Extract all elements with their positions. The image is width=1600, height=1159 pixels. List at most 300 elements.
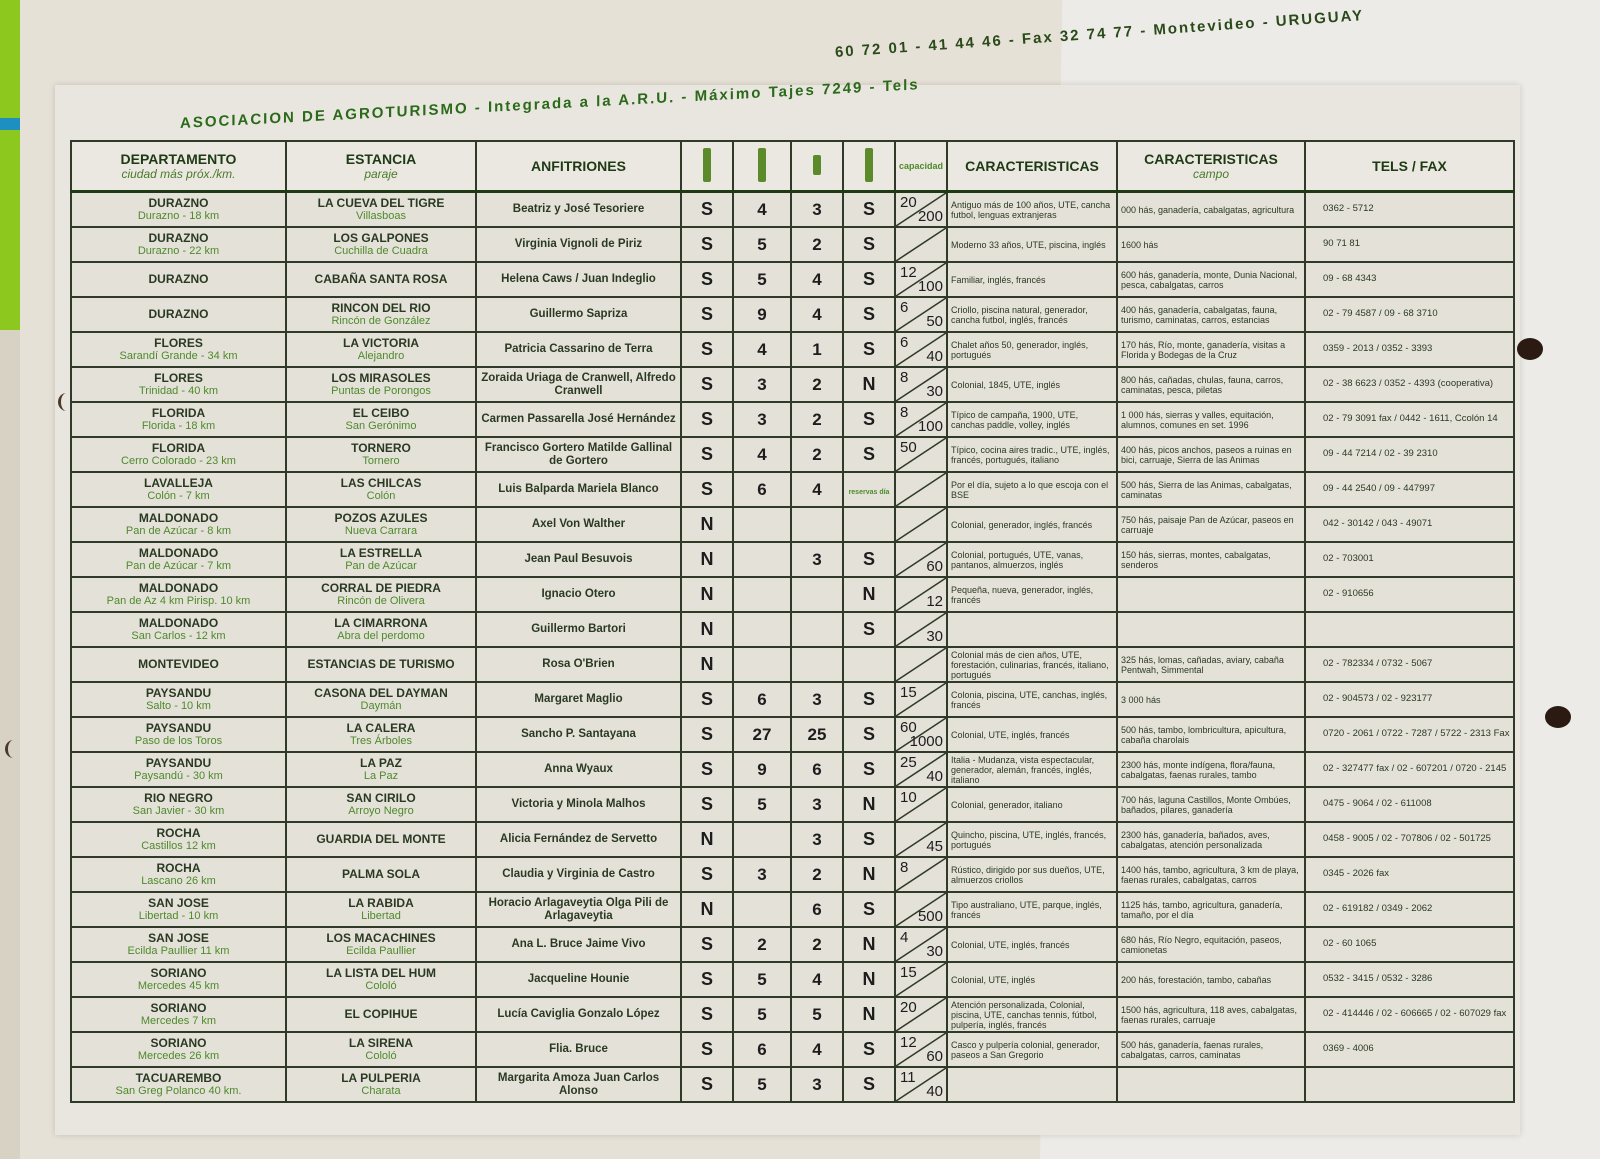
- table-row: [71, 752, 1514, 787]
- cell-icon-2: [733, 507, 791, 542]
- cell-icon-3: 3: [791, 682, 843, 717]
- cell-icon-4: N: [843, 857, 895, 892]
- cell-departamento: MALDONADO Pan de Azúcar - 7 km: [71, 542, 286, 577]
- cell-icon-3: 2: [791, 437, 843, 472]
- cell-caracteristicas: Típico, cocina aires tradic., UTE, inglés, francés, portugués, italiano: [947, 437, 1117, 472]
- table-header-row: [71, 141, 1514, 192]
- cell-capacidad: 8: [895, 857, 947, 892]
- cell-estancia: POZOS AZULES Nueva Carrara: [286, 507, 476, 542]
- cell-tels-fax: 09 - 44 2540 / 09 - 447997: [1305, 472, 1514, 507]
- cell-caracteristicas-campo: 1500 hás, agricultura, 118 aves, cabalgatas, faenas rurales, carruaje: [1117, 997, 1305, 1032]
- cell-departamento: PAYSANDU Salto - 10 km: [71, 682, 286, 717]
- cell-icon-1: S: [681, 402, 733, 437]
- cell-caracteristicas-campo: [1117, 577, 1305, 612]
- cell-caracteristicas: Colonial más de cien años, UTE, forestación, culinarias, francés, italiano, portugués: [947, 647, 1117, 682]
- cell-anfitriones: Horacio Arlagaveytia Olga Pili de Arlagaveytia: [476, 892, 681, 927]
- cell-caracteristicas: Rústico, dirigido por sus dueños, UTE, almuerzos criollos: [947, 857, 1117, 892]
- cell-departamento: TACUAREMBO San Greg Polanco 40 km.: [71, 1067, 286, 1102]
- cell-icon-3: 3: [791, 542, 843, 577]
- cell-icon-3: 2: [791, 227, 843, 262]
- cell-tels-fax: 02 - 60 1065: [1305, 927, 1514, 962]
- col-header-icon-4: [843, 141, 895, 192]
- cell-icon-1: N: [681, 507, 733, 542]
- cell-departamento: FLORES Trinidad - 40 km: [71, 367, 286, 402]
- cell-anfitriones: Claudia y Virginia de Castro: [476, 857, 681, 892]
- cell-icon-4: N: [843, 962, 895, 997]
- cell-caracteristicas: Atención personalizada, Colonial, piscina, UTE, canchas tennis, fútbol, pulpería, inglés, francés: [947, 997, 1117, 1032]
- punch-hole-left-bottom: [5, 740, 22, 758]
- cell-caracteristicas: Pequeña, nueva, generador, inglés, francés: [947, 577, 1117, 612]
- cell-icon-1: S: [681, 752, 733, 787]
- cell-icon-3: 4: [791, 1032, 843, 1067]
- cell-departamento: SAN JOSE Ecilda Paullier 11 km: [71, 927, 286, 962]
- cell-tels-fax: [1305, 612, 1514, 647]
- cell-caracteristicas: Chalet años 50, generador, inglés, portugués: [947, 332, 1117, 367]
- cell-estancia: LA CALERA Tres Árboles: [286, 717, 476, 752]
- cell-anfitriones: Beatriz y José Tesoriere: [476, 192, 681, 228]
- cell-caracteristicas-campo: 2300 hás, ganadería, bañados, aves, cabalgatas, atención personalizada: [1117, 822, 1305, 857]
- document-title: ASOCIACION DE AGROTURISMO - Integrada a la A.R.U. - Máximo Tajes 7249 - Tels: [180, 76, 920, 132]
- cell-icon-2: 3: [733, 857, 791, 892]
- cell-icon-1: S: [681, 437, 733, 472]
- cell-tels-fax: 02 - 703001: [1305, 542, 1514, 577]
- cell-caracteristicas: Colonial, UTE, inglés, francés: [947, 927, 1117, 962]
- cell-caracteristicas: Criollo, piscina natural, generador, cancha futbol, inglés, francés: [947, 297, 1117, 332]
- table-row: [71, 227, 1514, 262]
- cell-anfitriones: Lucía Caviglia Gonzalo López: [476, 997, 681, 1032]
- cell-estancia: LA SIRENA Cololó: [286, 1032, 476, 1067]
- cell-icon-4: S: [843, 1032, 895, 1067]
- cell-icon-3: [791, 507, 843, 542]
- cell-tels-fax: 0362 - 5712: [1305, 192, 1514, 228]
- table-row: [71, 647, 1514, 682]
- cell-estancia: EL COPIHUE: [286, 997, 476, 1032]
- table-row: [71, 717, 1514, 752]
- cell-capacidad: 20 200: [895, 192, 947, 228]
- cell-departamento: MALDONADO San Carlos - 12 km: [71, 612, 286, 647]
- document-contact: 60 72 01 - 41 44 46 - Fax 32 74 77 - Montevideo - URUGUAY: [834, 7, 1365, 61]
- diagonal-divider-icon: [896, 508, 946, 541]
- cell-caracteristicas: [947, 612, 1117, 647]
- cell-caracteristicas-campo: 750 hás, paisaje Pan de Azúcar, paseos en carruaje: [1117, 507, 1305, 542]
- cell-caracteristicas: Familiar, inglés, francés: [947, 262, 1117, 297]
- cell-caracteristicas: Colonial, UTE, inglés: [947, 962, 1117, 997]
- cell-icon-1: S: [681, 962, 733, 997]
- diagonal-divider-icon: [896, 228, 946, 261]
- cell-icon-1: S: [681, 857, 733, 892]
- cell-tels-fax: 0532 - 3415 / 0532 - 3286: [1305, 962, 1514, 997]
- cell-capacidad: [895, 472, 947, 507]
- cell-anfitriones: Guillermo Sapriza: [476, 297, 681, 332]
- col-header-icon-1: [681, 141, 733, 192]
- col-header-tels-fax: TELS / FAX: [1305, 141, 1514, 192]
- cell-icon-4: [843, 647, 895, 682]
- cell-icon-3: 4: [791, 472, 843, 507]
- cell-icon-2: 2: [733, 927, 791, 962]
- table-row: [71, 577, 1514, 612]
- cell-icon-3: 6: [791, 752, 843, 787]
- col-header-icon-2: [733, 141, 791, 192]
- cell-departamento: SORIANO Mercedes 26 km: [71, 1032, 286, 1067]
- cell-caracteristicas: Quincho, piscina, UTE, inglés, francés, portugués: [947, 822, 1117, 857]
- cell-caracteristicas: Por el día, sujeto a lo que escoja con el BSE: [947, 472, 1117, 507]
- cell-caracteristicas-campo: 150 hás, sierras, montes, cabalgatas, senderos: [1117, 542, 1305, 577]
- cell-icon-1: N: [681, 542, 733, 577]
- cell-estancia: TORNERO Tornero: [286, 437, 476, 472]
- table-row: [71, 367, 1514, 402]
- cell-departamento: DURAZNO Durazno - 22 km: [71, 227, 286, 262]
- cell-icon-1: S: [681, 927, 733, 962]
- cell-caracteristicas-campo: 500 hás, ganadería, faenas rurales, cabalgatas, carros, caminatas: [1117, 1032, 1305, 1067]
- cell-caracteristicas-campo: 1125 hás, tambo, agricultura, ganadería, tamaño, por el día: [1117, 892, 1305, 927]
- cell-capacidad: 30: [895, 612, 947, 647]
- cell-caracteristicas: Colonial, 1845, UTE, inglés: [947, 367, 1117, 402]
- cell-departamento: DURAZNO: [71, 297, 286, 332]
- cell-tels-fax: 02 - 327477 fax / 02 - 607201 / 0720 - 2145: [1305, 752, 1514, 787]
- cell-icon-2: 6: [733, 1032, 791, 1067]
- cell-tels-fax: 0475 - 9064 / 02 - 611008: [1305, 787, 1514, 822]
- cell-estancia: LA CUEVA DEL TIGRE Villasboas: [286, 192, 476, 228]
- cell-icon-3: [791, 577, 843, 612]
- cell-caracteristicas-campo: [1117, 612, 1305, 647]
- cell-icon-3: [791, 647, 843, 682]
- cell-capacidad: 12 100: [895, 262, 947, 297]
- cell-departamento: SORIANO Mercedes 7 km: [71, 997, 286, 1032]
- table-row: [71, 927, 1514, 962]
- cell-capacidad: 50: [895, 437, 947, 472]
- cell-tels-fax: 0359 - 2013 / 0352 - 3393: [1305, 332, 1514, 367]
- table-row: [71, 892, 1514, 927]
- table-row: [71, 822, 1514, 857]
- diagonal-divider-icon: [896, 648, 946, 681]
- cell-icon-4: S: [843, 192, 895, 228]
- cell-icon-2: 5: [733, 227, 791, 262]
- cell-estancia: RINCON DEL RIO Rincón de González: [286, 297, 476, 332]
- cell-icon-2: 27: [733, 717, 791, 752]
- cell-caracteristicas: Moderno 33 años, UTE, piscina, inglés: [947, 227, 1117, 262]
- cell-departamento: LAVALLEJA Colón - 7 km: [71, 472, 286, 507]
- cell-caracteristicas-campo: 1600 hás: [1117, 227, 1305, 262]
- cell-icon-4: S: [843, 542, 895, 577]
- punch-hole-right-top: [1517, 338, 1543, 360]
- cell-estancia: LA VICTORIA Alejandro: [286, 332, 476, 367]
- cell-caracteristicas: Colonial, generador, inglés, francés: [947, 507, 1117, 542]
- cell-icon-4: S: [843, 227, 895, 262]
- table-row: [71, 1067, 1514, 1102]
- cell-tels-fax: 02 - 38 6623 / 0352 - 4393 (cooperativa): [1305, 367, 1514, 402]
- cell-icon-4: reservas día: [843, 472, 895, 507]
- cell-anfitriones: Patricia Cassarino de Terra: [476, 332, 681, 367]
- cell-icon-2: 6: [733, 682, 791, 717]
- cell-tels-fax: 02 - 414446 / 02 - 606665 / 02 - 607029 fax: [1305, 997, 1514, 1032]
- cell-departamento: DURAZNO: [71, 262, 286, 297]
- cell-icon-4: S: [843, 437, 895, 472]
- cell-caracteristicas: Colonial, UTE, inglés, francés: [947, 717, 1117, 752]
- cell-anfitriones: Jean Paul Besuvois: [476, 542, 681, 577]
- estancias-table: [70, 140, 1515, 1103]
- cell-icon-2: 6: [733, 472, 791, 507]
- cell-estancia: LA ESTRELLA Pan de Azúcar: [286, 542, 476, 577]
- table-row: [71, 682, 1514, 717]
- cell-icon-4: S: [843, 402, 895, 437]
- col-header-icon-3: [791, 141, 843, 192]
- table-row: [71, 542, 1514, 577]
- cell-estancia: PALMA SOLA: [286, 857, 476, 892]
- cell-departamento: PAYSANDU Paso de los Toros: [71, 717, 286, 752]
- cell-estancia: LA PULPERIA Charata: [286, 1067, 476, 1102]
- cell-capacidad: 60: [895, 542, 947, 577]
- cell-caracteristicas-campo: 800 hás, cañadas, chulas, fauna, carros, caminatas, pesca, piletas: [1117, 367, 1305, 402]
- diagonal-divider-icon: [896, 473, 946, 506]
- cell-caracteristicas: Colonial, generador, italiano: [947, 787, 1117, 822]
- cell-capacidad: 8 100: [895, 402, 947, 437]
- cell-caracteristicas-campo: 700 hás, laguna Castillos, Monte Ombúes, bañados, pilares, ganadería: [1117, 787, 1305, 822]
- cell-icon-1: S: [681, 1032, 733, 1067]
- cell-capacidad: 45: [895, 822, 947, 857]
- cell-tels-fax: 02 - 910656: [1305, 577, 1514, 612]
- cell-caracteristicas-campo: [1117, 1067, 1305, 1102]
- table-row: [71, 437, 1514, 472]
- cell-icon-2: 3: [733, 402, 791, 437]
- cell-tels-fax: 90 71 81: [1305, 227, 1514, 262]
- cell-tels-fax: 0369 - 4006: [1305, 1032, 1514, 1067]
- cell-caracteristicas-campo: 400 hás, ganadería, cabalgatas, fauna, turismo, caminatas, carros, estancias: [1117, 297, 1305, 332]
- cell-icon-2: [733, 542, 791, 577]
- cell-icon-3: 4: [791, 297, 843, 332]
- cell-anfitriones: Rosa O'Brien: [476, 647, 681, 682]
- col-header-departamento: DEPARTAMENTO ciudad más próx./km.: [71, 141, 286, 192]
- cell-icon-2: 9: [733, 752, 791, 787]
- cell-anfitriones: Zoraida Uriaga de Cranwell, Alfredo Cranwell: [476, 367, 681, 402]
- cell-estancia: LA CIMARRONA Abra del perdomo: [286, 612, 476, 647]
- cell-estancia: EL CEIBO San Gerónimo: [286, 402, 476, 437]
- cell-tels-fax: 0345 - 2026 fax: [1305, 857, 1514, 892]
- cell-tels-fax: 0458 - 9005 / 02 - 707806 / 02 - 501725: [1305, 822, 1514, 857]
- cell-icon-2: 4: [733, 332, 791, 367]
- cell-caracteristicas-campo: 1 000 hás, sierras y valles, equitación, alumnos, comunes en set. 1996: [1117, 402, 1305, 437]
- cell-tels-fax: 042 - 30142 / 043 - 49071: [1305, 507, 1514, 542]
- cell-departamento: RIO NEGRO San Javier - 30 km: [71, 787, 286, 822]
- cell-anfitriones: Ignacio Otero: [476, 577, 681, 612]
- cell-icon-3: 3: [791, 822, 843, 857]
- cell-anfitriones: Victoria y Minola Malhos: [476, 787, 681, 822]
- table-row: [71, 997, 1514, 1032]
- cell-icon-4: [843, 507, 895, 542]
- cell-icon-2: 9: [733, 297, 791, 332]
- table-row: [71, 962, 1514, 997]
- cell-icon-1: N: [681, 822, 733, 857]
- cell-capacidad: 4 30: [895, 927, 947, 962]
- cell-icon-4: S: [843, 682, 895, 717]
- cell-departamento: ROCHA Lascano 26 km: [71, 857, 286, 892]
- cell-departamento: FLORIDA Florida - 18 km: [71, 402, 286, 437]
- cell-caracteristicas: Italia - Mudanza, vista espectacular, generador, alemán, francés, inglés, italiano: [947, 752, 1117, 787]
- cell-departamento: PAYSANDU Paysandú - 30 km: [71, 752, 286, 787]
- cell-icon-1: N: [681, 892, 733, 927]
- cell-caracteristicas-campo: 600 hás, ganadería, monte, Dunia Nacional, pesca, cabalgatas, carros: [1117, 262, 1305, 297]
- col-header-estancia: ESTANCIA paraje: [286, 141, 476, 192]
- table-row: [71, 402, 1514, 437]
- cell-tels-fax: 02 - 904573 / 02 - 923177: [1305, 682, 1514, 717]
- cell-icon-2: 4: [733, 437, 791, 472]
- cell-icon-4: S: [843, 332, 895, 367]
- cell-icon-3: 6: [791, 892, 843, 927]
- cell-icon-1: S: [681, 717, 733, 752]
- cell-departamento: ROCHA Castillos 12 km: [71, 822, 286, 857]
- cell-icon-1: N: [681, 612, 733, 647]
- cell-icon-4: S: [843, 297, 895, 332]
- cell-tels-fax: 02 - 782334 / 0732 - 5067: [1305, 647, 1514, 682]
- cell-caracteristicas-campo: 325 hás, lomas, cañadas, aviary, cabaña Pentwah, Simmental: [1117, 647, 1305, 682]
- cell-icon-1: S: [681, 367, 733, 402]
- cell-departamento: SAN JOSE Libertad - 10 km: [71, 892, 286, 927]
- cell-departamento: DURAZNO Durazno - 18 km: [71, 192, 286, 228]
- cell-icon-4: S: [843, 892, 895, 927]
- cell-anfitriones: Francisco Gortero Matilde Gallinal de Gortero: [476, 437, 681, 472]
- cell-icon-4: S: [843, 822, 895, 857]
- cell-icon-2: 5: [733, 997, 791, 1032]
- estancias-table-wrap: [70, 140, 1515, 1103]
- cell-estancia: LA PAZ La Paz: [286, 752, 476, 787]
- cell-icon-2: 5: [733, 262, 791, 297]
- cell-estancia: GUARDIA DEL MONTE: [286, 822, 476, 857]
- cell-capacidad: [895, 227, 947, 262]
- cell-icon-1: S: [681, 192, 733, 228]
- cell-icon-2: 4: [733, 192, 791, 228]
- cell-caracteristicas: Colonial, portugués, UTE, vanas, pantanos, almuerzos, inglés: [947, 542, 1117, 577]
- cell-icon-2: [733, 892, 791, 927]
- cell-tels-fax: 0720 - 2061 / 0722 - 7287 / 5722 - 2313 Fax: [1305, 717, 1514, 752]
- cell-icon-1: S: [681, 1067, 733, 1102]
- table-row: [71, 507, 1514, 542]
- cell-tels-fax: 09 - 44 7214 / 02 - 39 2310: [1305, 437, 1514, 472]
- cell-caracteristicas-campo: 3 000 hás: [1117, 682, 1305, 717]
- cell-icon-1: S: [681, 297, 733, 332]
- cell-icon-4: S: [843, 612, 895, 647]
- cell-capacidad: 12 60: [895, 1032, 947, 1067]
- cell-icon-1: S: [681, 682, 733, 717]
- cell-icon-4: N: [843, 997, 895, 1032]
- cell-icon-1: S: [681, 472, 733, 507]
- table-row: [71, 472, 1514, 507]
- cell-caracteristicas-campo: 500 hás, Sierra de las Animas, cabalgatas, caminatas: [1117, 472, 1305, 507]
- cell-estancia: CASONA DEL DAYMAN Daymán: [286, 682, 476, 717]
- cell-icon-4: N: [843, 787, 895, 822]
- col-header-caracteristicas-campo: CARACTERISTICAS campo: [1117, 141, 1305, 192]
- cell-estancia: LOS MACACHINES Ecilda Paullier: [286, 927, 476, 962]
- cell-anfitriones: Virginia Vignoli de Piriz: [476, 227, 681, 262]
- cell-icon-1: S: [681, 227, 733, 262]
- cell-icon-3: 2: [791, 402, 843, 437]
- cell-tels-fax: 02 - 79 4587 / 09 - 68 3710: [1305, 297, 1514, 332]
- cell-icon-3: 4: [791, 962, 843, 997]
- table-row: [71, 787, 1514, 822]
- cell-icon-3: 4: [791, 262, 843, 297]
- cell-icon-2: 3: [733, 367, 791, 402]
- cell-anfitriones: Ana L. Bruce Jaime Vivo: [476, 927, 681, 962]
- cell-icon-3: 5: [791, 997, 843, 1032]
- cell-caracteristicas-campo: 2300 hás, monte indígena, flora/fauna, cabalgatas, faenas rurales, tambo: [1117, 752, 1305, 787]
- cell-icon-3: [791, 612, 843, 647]
- cell-anfitriones: Sancho P. Santayana: [476, 717, 681, 752]
- cell-anfitriones: Helena Caws / Juan Indeglio: [476, 262, 681, 297]
- table-row: [71, 192, 1514, 228]
- cell-caracteristicas: Típico de campaña, 1900, UTE, canchas paddle, volley, inglés: [947, 402, 1117, 437]
- cell-icon-1: S: [681, 332, 733, 367]
- cell-anfitriones: Margaret Maglio: [476, 682, 681, 717]
- cell-caracteristicas-campo: 400 hás, picos anchos, paseos a ruinas en bici, carruaje, Sierra de las Animas: [1117, 437, 1305, 472]
- table-row: [71, 1032, 1514, 1067]
- cell-estancia: LOS MIRASOLES Puntas de Porongos: [286, 367, 476, 402]
- cell-icon-4: S: [843, 262, 895, 297]
- cell-icon-4: S: [843, 1067, 895, 1102]
- col-header-caracteristicas: CARACTERISTICAS: [947, 141, 1117, 192]
- cell-anfitriones: Jacqueline Hounie: [476, 962, 681, 997]
- cell-icon-3: 1: [791, 332, 843, 367]
- cell-icon-1: S: [681, 787, 733, 822]
- cell-estancia: LAS CHILCAS Colón: [286, 472, 476, 507]
- cell-icon-4: S: [843, 717, 895, 752]
- cell-capacidad: 8 30: [895, 367, 947, 402]
- cell-icon-2: [733, 612, 791, 647]
- cell-caracteristicas-campo: 200 hás, forestación, tambo, cabañas: [1117, 962, 1305, 997]
- table-row: [71, 262, 1514, 297]
- cell-caracteristicas: Tipo australiano, UTE, parque, inglés, francés: [947, 892, 1117, 927]
- table-row: [71, 297, 1514, 332]
- table-row: [71, 612, 1514, 647]
- cell-capacidad: 10: [895, 787, 947, 822]
- cell-icon-2: [733, 647, 791, 682]
- cell-icon-1: S: [681, 262, 733, 297]
- cell-icon-3: 3: [791, 192, 843, 228]
- cell-anfitriones: Guillermo Bartori: [476, 612, 681, 647]
- cell-estancia: LOS GALPONES Cuchilla de Cuadra: [286, 227, 476, 262]
- cell-icon-1: N: [681, 647, 733, 682]
- cell-capacidad: 15: [895, 962, 947, 997]
- cell-icon-3: 2: [791, 857, 843, 892]
- column-symbol-icon: [865, 148, 873, 182]
- cell-caracteristicas: Colonia, piscina, UTE, canchas, inglés, francés: [947, 682, 1117, 717]
- cell-icon-3: 25: [791, 717, 843, 752]
- cell-icon-3: 2: [791, 927, 843, 962]
- cell-icon-4: S: [843, 752, 895, 787]
- cell-caracteristicas-campo: 170 hás, Río, monte, ganadería, visitas a Florida y Bodegas de la Cruz: [1117, 332, 1305, 367]
- cell-capacidad: 20: [895, 997, 947, 1032]
- cell-capacidad: 60 1000: [895, 717, 947, 752]
- cell-capacidad: 6 50: [895, 297, 947, 332]
- cell-capacidad: [895, 647, 947, 682]
- cell-tels-fax: 02 - 79 3091 fax / 0442 - 1611, Ccolón 14: [1305, 402, 1514, 437]
- cell-estancia: CABAÑA SANTA ROSA: [286, 262, 476, 297]
- cell-estancia: CORRAL DE PIEDRA Rincón de Olivera: [286, 577, 476, 612]
- cell-departamento: MONTEVIDEO: [71, 647, 286, 682]
- cell-estancia: SAN CIRILO Arroyo Negro: [286, 787, 476, 822]
- cell-caracteristicas-campo: 000 hás, ganadería, cabalgatas, agricultura: [1117, 192, 1305, 228]
- cell-tels-fax: 02 - 619182 / 0349 - 2062: [1305, 892, 1514, 927]
- cell-icon-2: [733, 577, 791, 612]
- cell-caracteristicas-campo: 1400 hás, tambo, agricultura, 3 km de playa, faenas rurales, cabalgatas, carros: [1117, 857, 1305, 892]
- cell-caracteristicas: Casco y pulpería colonial, generador, paseos a San Gregorio: [947, 1032, 1117, 1067]
- cell-caracteristicas-campo: 680 hás, Río Negro, equitación, paseos, camionetas: [1117, 927, 1305, 962]
- cell-icon-1: S: [681, 997, 733, 1032]
- cell-capacidad: 500: [895, 892, 947, 927]
- column-symbol-icon: [813, 155, 821, 175]
- column-symbol-icon: [758, 148, 766, 182]
- cell-estancia: LA LISTA DEL HUM Cololó: [286, 962, 476, 997]
- table-row: [71, 332, 1514, 367]
- cell-icon-4: N: [843, 577, 895, 612]
- cell-icon-3: 3: [791, 1067, 843, 1102]
